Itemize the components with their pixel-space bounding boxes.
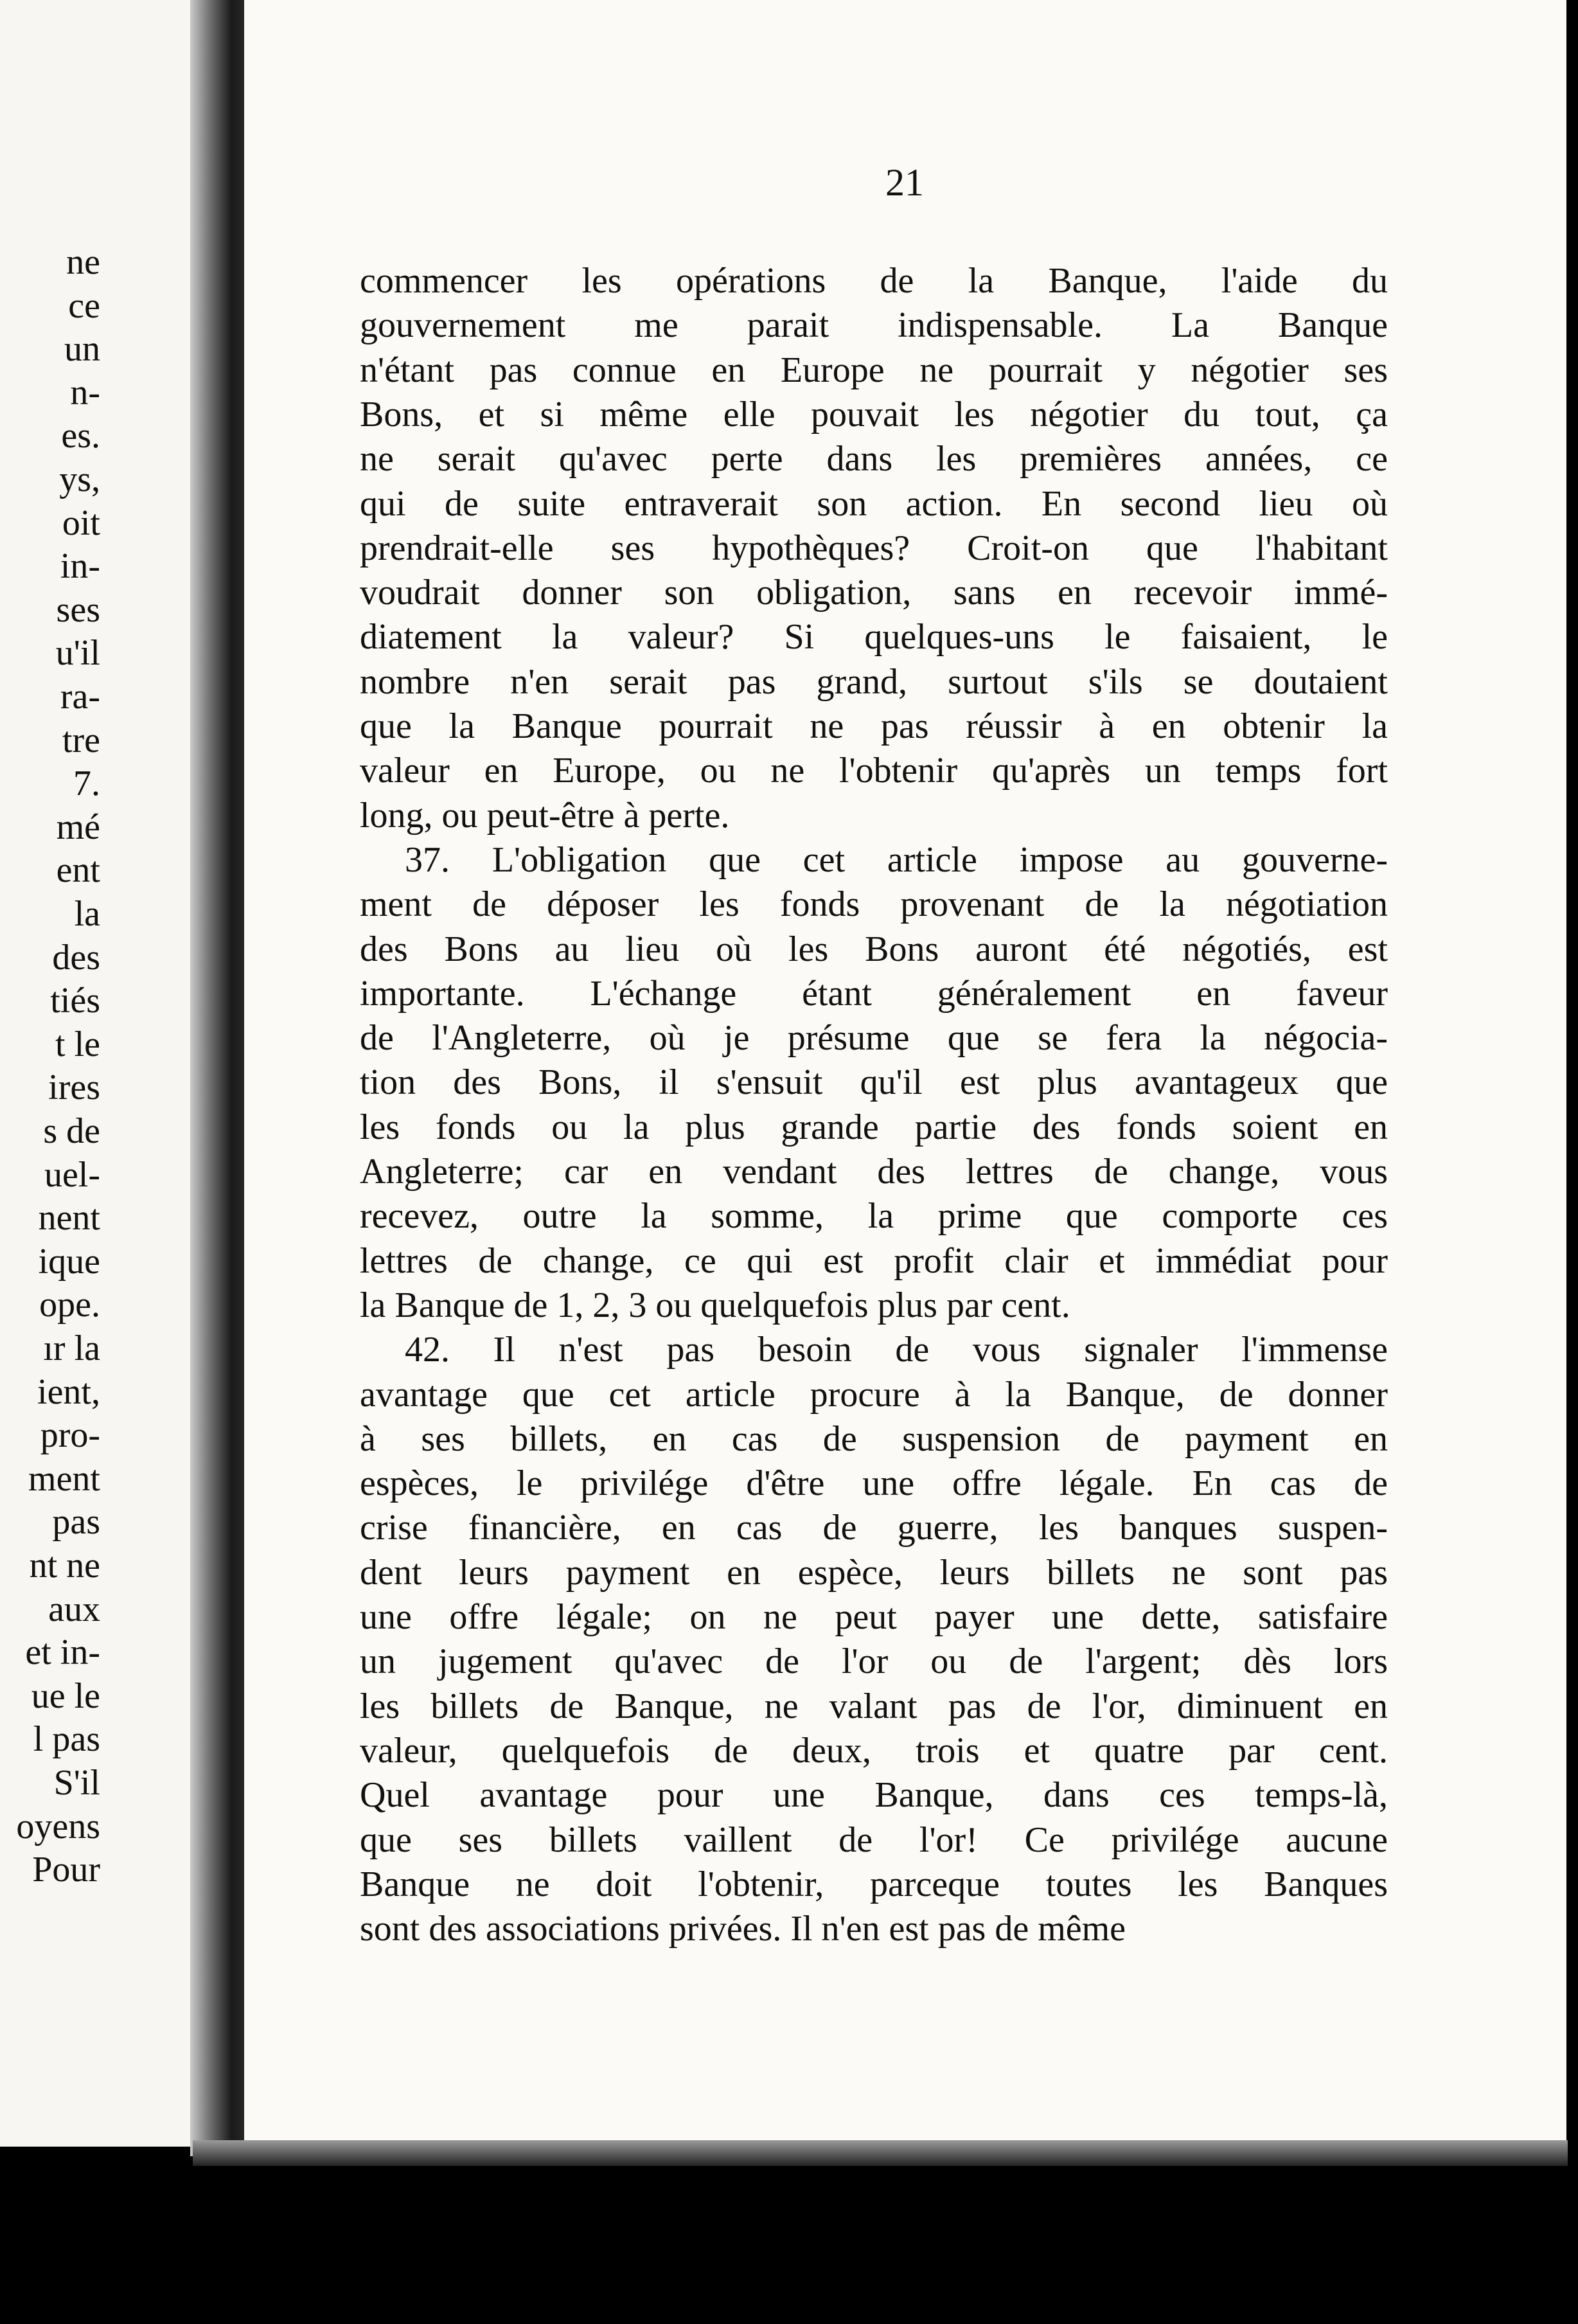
body-text-line: lettres de change, ce qui est profit clair et immédiat pour bbox=[360, 1240, 1388, 1281]
left-page-fragment: ue le bbox=[31, 1676, 100, 1716]
body-text-line: 42. Il n'est pas besoin de vous signaler l'immense bbox=[405, 1330, 1388, 1370]
left-page-fragment: nt ne bbox=[29, 1546, 100, 1586]
body-text-line: sont des associations privées. Il n'en est pas de même bbox=[360, 1909, 1126, 1949]
body-text-line: ment de déposer les fonds provenant de la négotiation bbox=[360, 884, 1388, 925]
left-page-fragment: uel- bbox=[44, 1154, 100, 1195]
left-page-fragment: n- bbox=[70, 372, 100, 413]
body-text-line: les billets de Banque, ne valant pas de l'or, diminuent en bbox=[360, 1686, 1388, 1726]
body-text-line: Quel avantage pour une Banque, dans ces temps-là, bbox=[360, 1775, 1388, 1816]
body-text-line: que ses billets vaillent de l'or! Ce privilége aucune bbox=[360, 1819, 1388, 1860]
body-text-line: valeur, quelquefois de deux, trois et quatre par cent. bbox=[360, 1730, 1388, 1771]
body-text-line: Bons, et si même elle pouvait les négotier du tout, ça bbox=[360, 394, 1388, 434]
body-text-line: nombre n'en serait pas grand, surtout s'ils se doutaient bbox=[360, 661, 1388, 702]
left-page-fragment: Pour bbox=[32, 1850, 100, 1890]
left-page-fragment: ique bbox=[38, 1241, 100, 1282]
body-text-line: un jugement qu'avec de l'or ou de l'argent; dès lors bbox=[360, 1641, 1388, 1682]
body-text-line: diatement la valeur? Si quelques-uns le faisaient, le bbox=[360, 617, 1388, 657]
left-page-fragment: et in- bbox=[25, 1632, 100, 1673]
left-page bbox=[0, 0, 193, 2147]
left-page-fragment: oit bbox=[62, 503, 100, 543]
page-number: 21 bbox=[885, 161, 924, 204]
body-text-line: crise financière, en cas de guerre, les banques suspen- bbox=[360, 1508, 1388, 1548]
body-text-line: gouvernement me parait indispensable. La Banque bbox=[360, 305, 1388, 346]
left-page-fragment: ys, bbox=[59, 460, 100, 499]
body-text-line: ne serait qu'avec perte dans les premières années, ce bbox=[360, 439, 1388, 479]
left-page-fragment: in- bbox=[60, 546, 100, 587]
left-page-fragment: ce bbox=[68, 285, 100, 326]
body-text-line: espèces, le privilége d'être une offre légale. En cas de bbox=[360, 1463, 1388, 1504]
left-page-fragment: aux bbox=[48, 1589, 100, 1629]
left-page-fragment: ne bbox=[66, 242, 100, 282]
body-text-line: qui de suite entraverait son action. En second lieu où bbox=[360, 483, 1388, 524]
left-page-fragment: ent bbox=[56, 850, 100, 891]
body-text-line: 37. L'obligation que cet article impose au gouverne- bbox=[405, 839, 1388, 880]
left-page-fragment: pro- bbox=[40, 1415, 100, 1456]
left-page-fragment: s de bbox=[43, 1111, 100, 1151]
left-page-fragment: S'il bbox=[53, 1763, 100, 1803]
body-text-line: avantage que cet article procure à la Banque, de donner bbox=[360, 1374, 1388, 1415]
left-page-fragment: la bbox=[74, 894, 100, 934]
left-page-fragment: u'il bbox=[55, 633, 100, 674]
left-page-fragment: l pas bbox=[33, 1719, 100, 1760]
body-text-line: Angleterre; car en vendant des lettres de change, vous bbox=[360, 1152, 1388, 1192]
left-page-fragment: ment bbox=[28, 1458, 100, 1499]
body-text-line: voudrait donner son obligation, sans en recevoir immé- bbox=[360, 573, 1388, 613]
left-page-fragment: pas bbox=[52, 1502, 100, 1542]
left-page-fragment: ires bbox=[48, 1068, 100, 1108]
left-page-fragment: 7. bbox=[73, 764, 100, 804]
left-page-fragment: ope. bbox=[39, 1285, 100, 1325]
left-page-fragment: nent bbox=[38, 1198, 100, 1238]
body-text-line: commencer les opérations de la Banque, l'aide du bbox=[360, 261, 1388, 301]
body-text-line: tion des Bons, il s'ensuit qu'il est plus avantageux que bbox=[360, 1062, 1388, 1103]
body-text-line: dent leurs payment en espèce, leurs billets ne sont pas bbox=[360, 1552, 1388, 1593]
left-page-fragment: es. bbox=[61, 416, 100, 456]
left-page-fragment: oyens bbox=[16, 1806, 100, 1846]
body-text-line: recevez, outre la somme, la prime que comporte ces bbox=[360, 1196, 1388, 1237]
left-page-fragment: ses bbox=[56, 589, 100, 630]
body-text-line: à ses billets, en cas de suspension de payment en bbox=[360, 1418, 1388, 1459]
body-text-line: la Banque de 1, 2, 3 ou quelquefois plus par cent. bbox=[360, 1285, 1070, 1325]
left-page-fragment: un bbox=[64, 329, 100, 370]
left-page-fragment: t le bbox=[55, 1024, 100, 1064]
left-page-fragment: des bbox=[52, 937, 100, 978]
body-text-line: valeur en Europe, ou ne l'obtenir qu'après un temps fort bbox=[360, 751, 1388, 791]
body-text-line: des Bons au lieu où les Bons auront été négotiés, est bbox=[360, 929, 1388, 969]
body-text-line: les fonds ou la plus grande partie des fonds soient en bbox=[360, 1107, 1388, 1147]
book-spine-shadow bbox=[190, 0, 249, 2156]
left-page-fragment: tiés bbox=[50, 981, 100, 1021]
left-page-fragment: ır la bbox=[43, 1328, 100, 1368]
page-bottom-shadow bbox=[193, 2140, 1568, 2166]
left-page-fragment: tre bbox=[62, 720, 100, 760]
right-page bbox=[244, 0, 1566, 2159]
left-page-fragment: ient, bbox=[37, 1372, 100, 1412]
body-text-line: de l'Angleterre, où je présume que se fera la négocia- bbox=[360, 1018, 1388, 1059]
body-text-line: long, ou peut-être à perte. bbox=[360, 795, 730, 836]
body-text-line: Banque ne doit l'obtenir, parceque toutes les Banques bbox=[360, 1864, 1388, 1904]
body-text-line: prendrait-elle ses hypothèques? Croit-on que l'habitant bbox=[360, 528, 1388, 568]
body-text-line: une offre légale; on ne peut payer une dette, satisfaire bbox=[360, 1597, 1388, 1637]
body-text-line: que la Banque pourrait ne pas réussir à en obtenir la bbox=[360, 706, 1388, 746]
left-page-fragment: mé bbox=[56, 807, 100, 847]
body-text-line: importante. L'échange étant généralement en faveur bbox=[360, 973, 1388, 1014]
body-text-line: n'étant pas connue en Europe ne pourrait y négotier ses bbox=[360, 350, 1388, 390]
left-page-fragment: ra- bbox=[60, 677, 100, 717]
